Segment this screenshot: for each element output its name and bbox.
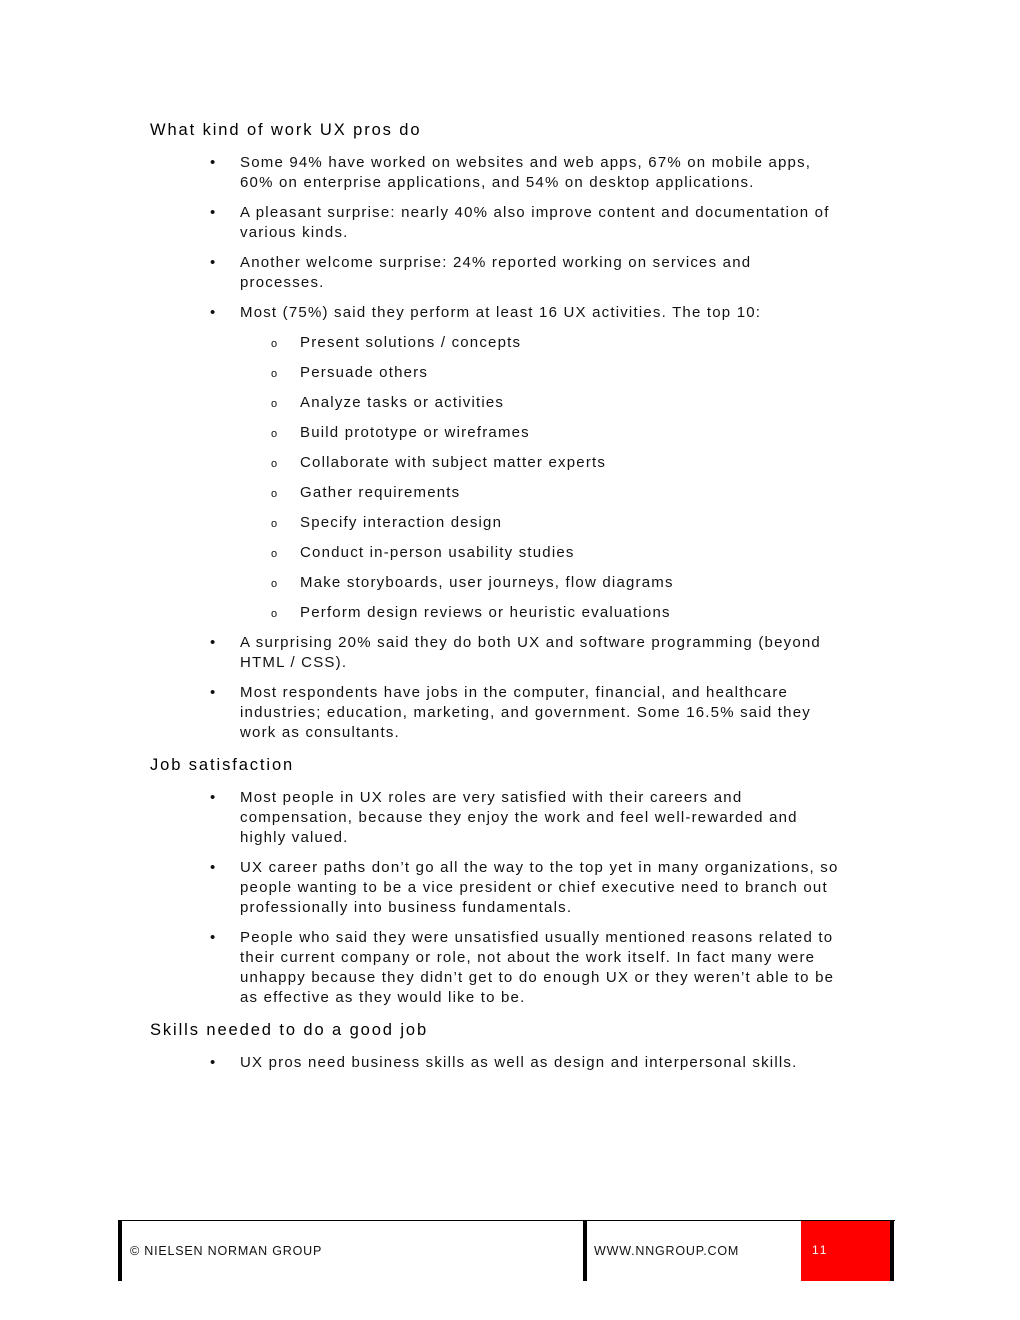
sub-list-item <box>240 393 840 413</box>
sub-bullet-text: Gather requirements <box>300 484 461 501</box>
bullet-text: People who said they were unsatisfied usually mentioned reasons related to their current company or role, not about the work itself. In fact many were unhappy because they didn’t get to do enough UX or they weren’t able to be as effective as they would like to be. <box>240 929 835 1006</box>
bullet-item <box>150 788 840 848</box>
bullet-item <box>150 253 840 293</box>
bullet-text: Another welcome surprise: 24% reported working on services and processes. <box>240 254 752 291</box>
bullet-item <box>150 633 840 673</box>
page-number-box <box>801 1221 890 1281</box>
footer-divider-right <box>890 1221 894 1281</box>
sub-bullet-icon: o <box>271 518 278 530</box>
sub-bullet-text: Persuade others <box>300 364 429 381</box>
bullet-text: UX career paths don’t go all the way to the top yet in many organizations, so people wanting to be a vice president or chief executive need to branch out professionally into business fundamentals. <box>240 859 839 916</box>
section-heading: Job satisfaction <box>150 756 295 774</box>
bullet-text: Most respondents have jobs in the computer, financial, and healthcare industries; education, marketing, and government. Some 16.5% said they work as consultants. <box>240 684 811 741</box>
footer-divider-left <box>118 1221 122 1281</box>
sub-bullet-text: Collaborate with subject matter experts <box>300 454 607 471</box>
sub-bullet-text: Make storyboards, user journeys, flow diagrams <box>300 574 674 591</box>
page-footer <box>118 1220 895 1281</box>
sub-bullet-text: Analyze tasks or activities <box>300 394 505 411</box>
bullet-text: A surprising 20% said they do both UX and software programming (beyond HTML / CSS). <box>240 634 821 671</box>
bullet-icon: • <box>210 684 216 701</box>
bullet-item <box>150 1053 840 1073</box>
bullet-list <box>150 788 840 1008</box>
sub-bullet-icon: o <box>271 338 278 350</box>
footer-divider-middle <box>583 1221 587 1281</box>
bullet-text: Most people in UX roles are very satisfied with their careers and compensation, because they enjoy the work and feel well-rewarded and highly valued. <box>240 789 798 846</box>
sub-bullet-text: Build prototype or wireframes <box>300 424 530 441</box>
bullet-icon: • <box>210 154 216 171</box>
footer-copyright: © NIELSEN NORMAN GROUP <box>130 1244 323 1258</box>
sub-bullet-text: Present solutions / concepts <box>300 334 522 351</box>
bullet-list <box>150 153 840 743</box>
sub-list-item <box>240 603 840 623</box>
footer-website: WWW.NNGROUP.COM <box>594 1244 740 1258</box>
bullet-icon: • <box>210 634 216 651</box>
sub-bullet-icon: o <box>271 488 278 500</box>
bullet-icon: • <box>210 254 216 271</box>
sub-bullet-text: Conduct in-person usability studies <box>300 544 575 561</box>
sub-list-item <box>240 453 840 473</box>
sub-list-item <box>240 483 840 503</box>
bullet-list <box>150 1053 840 1073</box>
sub-bullet-icon: o <box>271 548 278 560</box>
sub-bullet-text: Perform design reviews or heuristic evaluations <box>300 604 671 621</box>
sub-bullet-icon: o <box>271 428 278 440</box>
document-body <box>150 118 840 1083</box>
sub-list-item <box>240 573 840 593</box>
bullet-icon: • <box>210 789 216 806</box>
bullet-icon: • <box>210 204 216 221</box>
bullet-text: UX pros need business skills as well as design and interpersonal skills. <box>240 1054 798 1071</box>
bullet-text: A pleasant surprise: nearly 40% also improve content and documentation of various kinds. <box>240 204 830 241</box>
sub-list-item <box>240 363 840 383</box>
sub-bullet-icon: o <box>271 458 278 470</box>
bullet-icon: • <box>210 304 216 321</box>
bullet-text: Some 94% have worked on websites and web apps, 67% on mobile apps, 60% on enterprise applications, and 54% on desktop applications. <box>240 154 812 191</box>
bullet-item <box>150 858 840 918</box>
sub-list <box>240 333 840 623</box>
sub-bullet-icon: o <box>271 578 278 590</box>
section-heading: What kind of work UX pros do <box>150 121 422 139</box>
bullet-icon: • <box>210 929 216 946</box>
sub-list-item <box>240 513 840 533</box>
bullet-icon: • <box>210 859 216 876</box>
section-heading: Skills needed to do a good job <box>150 1021 429 1039</box>
bullet-item <box>150 683 840 743</box>
bullet-item <box>150 928 840 1008</box>
bullet-item <box>150 303 840 623</box>
bullet-item <box>150 153 840 193</box>
bullet-text: Most (75%) said they perform at least 16 UX activities. The top 10: <box>240 304 762 321</box>
bullet-item <box>150 203 840 243</box>
sub-bullet-icon: o <box>271 608 278 620</box>
sub-bullet-icon: o <box>271 368 278 380</box>
sub-list-item <box>240 543 840 563</box>
bullet-icon: • <box>210 1054 216 1071</box>
sub-bullet-text: Specify interaction design <box>300 514 503 531</box>
sub-list-item <box>240 333 840 353</box>
sub-list-item <box>240 423 840 443</box>
sub-bullet-icon: o <box>271 398 278 410</box>
page-number: 11 <box>812 1243 829 1257</box>
